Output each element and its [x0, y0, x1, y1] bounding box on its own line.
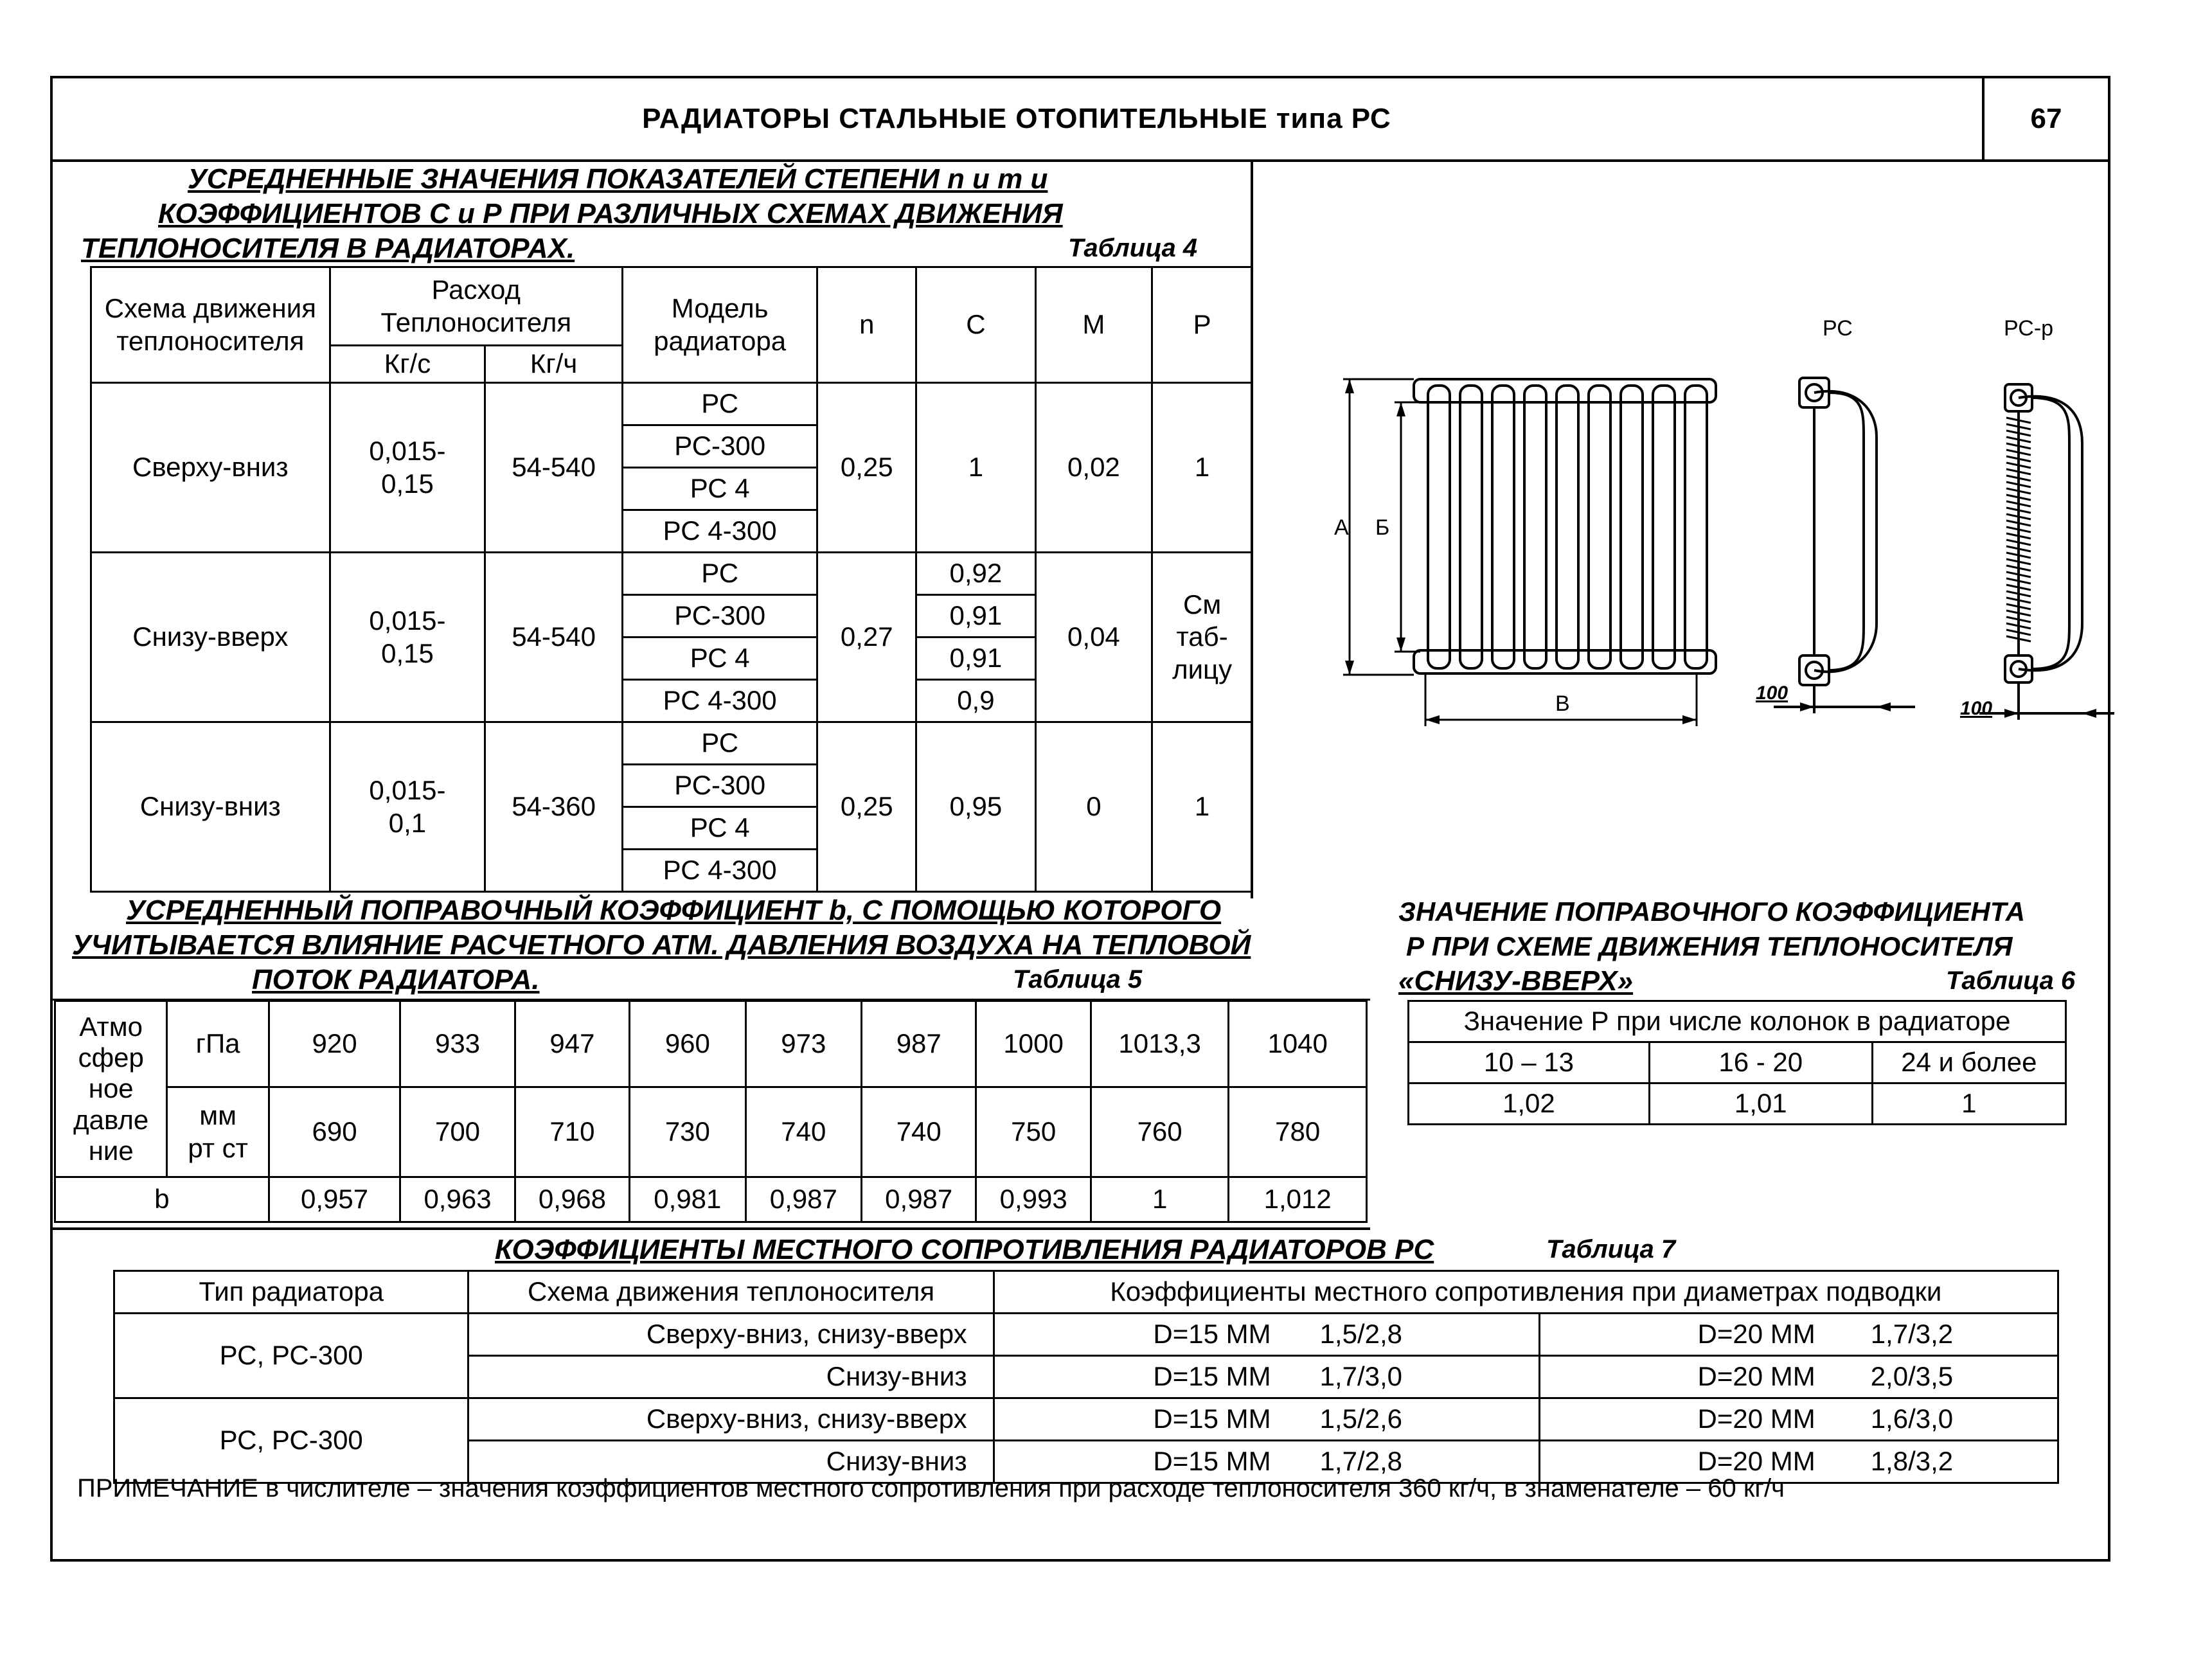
t4-kgs: 0,015- 0,1: [330, 722, 485, 892]
dimension-100-rsp: 100: [1960, 698, 1993, 719]
t7-d15: D=15 ММ: [994, 1441, 1274, 1483]
radiator-column: [1492, 386, 1514, 668]
t6-val: 1,02: [1409, 1083, 1650, 1125]
table4-caption-line1: УСРЕДНЕННЫЕ ЗНАЧЕНИЯ ПОКАЗАТЕЛЕЙ СТЕПЕНИ n и m и: [188, 163, 1048, 195]
page-header: [53, 78, 2108, 162]
t4-model: РС 4-300: [622, 850, 817, 892]
t7-d20: D=20 ММ: [1539, 1441, 1819, 1483]
t5-mm: 780: [1229, 1087, 1367, 1177]
t5-hpa: 1013,3: [1091, 1001, 1229, 1087]
t4-kgs: 0,015- 0,15: [330, 383, 485, 553]
t5-mm: 740: [862, 1087, 976, 1177]
table7: [113, 1270, 2059, 1484]
dimension-b-label: Б: [1375, 515, 1390, 540]
t4-header-flow: Расход Теплоносителя: [330, 267, 622, 346]
t5-hpa: 1040: [1229, 1001, 1367, 1087]
t7-d15: D=15 ММ: [994, 1314, 1274, 1356]
radiator-column: [1428, 386, 1450, 668]
t7-v15: 1,5/2,8: [1275, 1314, 1540, 1356]
t4-model: РС: [622, 553, 817, 595]
t5-b: 0,963: [400, 1177, 515, 1222]
t7-scheme: Сверху-вниз, снизу-вверх: [468, 1314, 994, 1356]
t4-p: 1: [1152, 383, 1253, 553]
radiator-front-view: [1414, 379, 1716, 673]
table4-caption-line3: ТЕПЛОНОСИТЕЛЯ В РАДИАТОРАХ.: [81, 233, 575, 264]
t7-d15: D=15 ММ: [994, 1398, 1274, 1441]
t4-model: РС 4-300: [622, 510, 817, 553]
t6-col: 16 - 20: [1649, 1042, 1872, 1083]
t7-v20: 2,0/3,5: [1819, 1356, 2058, 1398]
table5-label: Таблица 5: [1013, 965, 1143, 994]
t5-b: 1,012: [1229, 1177, 1367, 1222]
radiator-column: [1556, 386, 1578, 668]
table6: [1407, 1000, 2067, 1125]
t4-header-n: n: [817, 267, 916, 383]
t4-model: РС-300: [622, 595, 817, 637]
t4-model: РС 4-300: [622, 680, 817, 722]
t7-v15: 1,5/2,6: [1275, 1398, 1540, 1441]
table7-caption: КОЭФФИЦИЕНТЫ МЕСТНОГО СОПРОТИВЛЕНИЯ РАДИАТОРОВ РС: [495, 1234, 1434, 1265]
radiator-column: [1524, 386, 1546, 668]
t6-val: 1,01: [1649, 1083, 1872, 1125]
footnote: ПРИМЕЧАНИЕ в числителе – значения коэффициентов местного сопротивления при расходе теплоносителя 360 кг/ч, в знаменателе – 60 кг/ч: [77, 1474, 1785, 1502]
t6-val: 1: [1872, 1083, 2065, 1125]
radiator-column: [1460, 386, 1482, 668]
table5-caption-line3: ПОТОК РАДИАТОРА.: [252, 964, 540, 995]
radiator-column: [1653, 386, 1675, 668]
t4-c: 0,95: [916, 722, 1036, 892]
t7-header-scheme: Схема движения теплоносителя: [468, 1271, 994, 1314]
t7-d20: D=20 ММ: [1539, 1398, 1819, 1441]
t4-kgh: 54-540: [485, 383, 623, 553]
t4-n: 0,27: [817, 553, 916, 722]
table4: [90, 266, 1253, 893]
t7-header-coef: Коэффициенты местного сопротивления при диаметрах подводки: [994, 1271, 2058, 1314]
t7-header-type: Тип радиатора: [114, 1271, 468, 1314]
t5-b: 0,968: [515, 1177, 629, 1222]
t5-mm: 690: [269, 1087, 400, 1177]
table6-caption-line1: ЗНАЧЕНИЕ ПОПРАВОЧНОГО КОЭФФИЦИЕНТА: [1398, 896, 2026, 927]
t6-col: 24 и более: [1872, 1042, 2065, 1083]
table7-label: Таблица 7: [1546, 1235, 1676, 1263]
t4-c: 0,91: [916, 637, 1036, 680]
t4-p: 1: [1152, 722, 1253, 892]
dimension-a-label: А: [1334, 515, 1349, 540]
t7-d20: D=20 ММ: [1539, 1356, 1819, 1398]
t4-m: 0: [1035, 722, 1152, 892]
radiator-side-view-rs: [1774, 378, 1915, 713]
radiator-column: [1621, 386, 1643, 668]
radiator-side-view-rsp: [1979, 384, 2114, 720]
t5-hpa: 987: [862, 1001, 976, 1087]
t4-header-p: Р: [1152, 267, 1253, 383]
t4-model: РС 4: [622, 468, 817, 510]
t4-m: 0,02: [1035, 383, 1152, 553]
table5-caption-line2: УЧИТЫВАЕТСЯ ВЛИЯНИЕ РАСЧЕТНОГО АТМ. ДАВЛЕНИЯ ВОЗДУХА НА ТЕПЛОВОЙ: [72, 929, 1251, 961]
page-title: РАДИАТОРЫ СТАЛЬНЫЕ ОТОПИТЕЛЬНЫЕ типа РС: [642, 103, 1391, 134]
t7-d15: D=15 ММ: [994, 1356, 1274, 1398]
table6-caption-line3: «СНИЗУ-ВВЕРХ»: [1398, 965, 1634, 997]
t5-b: 0,993: [976, 1177, 1091, 1222]
table5: [54, 1000, 1368, 1223]
page-number: 67: [1982, 78, 2108, 159]
t4-model: РС 4: [622, 807, 817, 850]
t5-row-header: Атмо сфер ное давле ние: [55, 1001, 167, 1177]
t4-scheme: Снизу-вверх: [91, 553, 330, 722]
t5-b: 0,981: [630, 1177, 745, 1222]
t4-model: РС: [622, 383, 817, 425]
t4-header-kgs: Кг/с: [330, 346, 485, 383]
t5-unit-mm: мм рт ст: [167, 1087, 269, 1177]
t7-scheme: Сверху-вниз, снизу-вверх: [468, 1398, 994, 1441]
t4-p: См таб- лицу: [1152, 553, 1253, 722]
t5-b: 0,987: [745, 1177, 861, 1222]
t7-v20: 1,7/3,2: [1819, 1314, 2058, 1356]
t5-mm: 740: [745, 1087, 861, 1177]
t7-v15: 1,7/2,8: [1275, 1441, 1540, 1483]
t5-b: 1: [1091, 1177, 1229, 1222]
t4-m: 0,04: [1035, 553, 1152, 722]
t5-mm: 750: [976, 1087, 1091, 1177]
dimension-100-rs: 100: [1756, 682, 1788, 704]
t5-mm: 700: [400, 1087, 515, 1177]
t5-mm: 760: [1091, 1087, 1229, 1177]
t5-hpa: 920: [269, 1001, 400, 1087]
table4-caption-line2: КОЭФФИЦИЕНТОВ C и Р ПРИ РАЗЛИЧНЫХ СХЕМАХ ДВИЖЕНИЯ: [158, 198, 1063, 229]
dimension-v-label: В: [1555, 691, 1570, 716]
t5-hpa: 1000: [976, 1001, 1091, 1087]
t4-model: РС-300: [622, 425, 817, 468]
t4-kgh: 54-540: [485, 553, 623, 722]
label-rsp: РС-р: [2004, 316, 2054, 341]
t6-header: Значение Р при числе колонок в радиаторе: [1409, 1001, 2066, 1042]
t4-header-scheme: Схема движения теплоносителя: [91, 267, 330, 383]
radiator-column: [1589, 386, 1610, 668]
t5-mm: 730: [630, 1087, 745, 1177]
t7-v15: 1,7/3,0: [1275, 1356, 1540, 1398]
t4-n: 0,25: [817, 383, 916, 553]
radiator-column: [1685, 386, 1707, 668]
t5-b: 0,987: [862, 1177, 976, 1222]
t7-type: РС, РС-300: [114, 1314, 468, 1398]
t4-c: 0,9: [916, 680, 1036, 722]
t4-scheme: Сверху-вниз: [91, 383, 330, 553]
t5-hpa: 947: [515, 1001, 629, 1087]
t7-type: РС, РС-300: [114, 1398, 468, 1483]
table6-label: Таблица 6: [1946, 967, 2076, 995]
t5-b-label: b: [55, 1177, 269, 1222]
t4-c: 0,91: [916, 595, 1036, 637]
t4-kgh: 54-360: [485, 722, 623, 892]
t7-v20: 1,6/3,0: [1819, 1398, 2058, 1441]
t4-n: 0,25: [817, 722, 916, 892]
section-divider: [53, 1227, 1370, 1230]
t5-hpa: 933: [400, 1001, 515, 1087]
radiator-diagram: [1324, 308, 2134, 752]
table6-caption-line2: Р ПРИ СХЕМЕ ДВИЖЕНИЯ ТЕПЛОНОСИТЕЛЯ: [1406, 931, 2013, 961]
t7-scheme: Снизу-вниз: [468, 1356, 994, 1398]
t4-header-kgh: Кг/ч: [485, 346, 623, 383]
t4-scheme: Снизу-вниз: [91, 722, 330, 892]
t7-scheme: Снизу-вниз: [468, 1441, 994, 1483]
t5-b: 0,957: [269, 1177, 400, 1222]
table4-label: Таблица 4: [1068, 234, 1198, 262]
label-rs: РС: [1823, 316, 1853, 341]
t5-mm: 710: [515, 1087, 629, 1177]
t4-kgs: 0,015- 0,15: [330, 553, 485, 722]
t7-d20: D=20 ММ: [1539, 1314, 1819, 1356]
t5-unit-hpa: гПа: [167, 1001, 269, 1087]
t7-v20: 1,8/3,2: [1819, 1441, 2058, 1483]
t4-header-model: Модель радиатора: [622, 267, 817, 383]
t4-model: РС 4: [622, 637, 817, 680]
t4-c: 1: [916, 383, 1036, 553]
t4-header-c: С: [916, 267, 1036, 383]
t4-model: РС-300: [622, 765, 817, 807]
t4-c: 0,92: [916, 553, 1036, 595]
t6-col: 10 – 13: [1409, 1042, 1650, 1083]
t5-hpa: 973: [745, 1001, 861, 1087]
t4-model: РС: [622, 722, 817, 765]
t5-hpa: 960: [630, 1001, 745, 1087]
table5-caption-line1: УСРЕДНЕННЫЙ ПОПРАВОЧНЫЙ КОЭФФИЦИЕНТ b, С ПОМОЩЬЮ КОТОРОГО: [126, 895, 1222, 926]
t4-header-m: М: [1035, 267, 1152, 383]
